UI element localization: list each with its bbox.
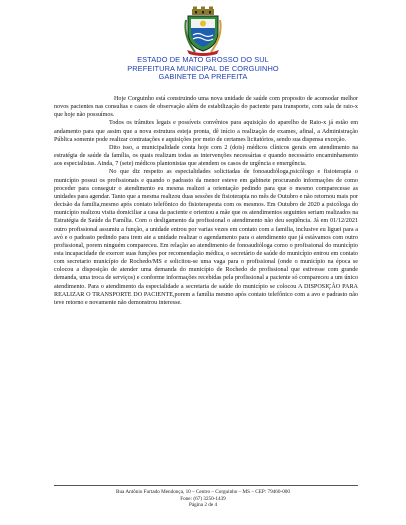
header-state: ESTADO DE MATO GROSSO DO SUL [137, 55, 269, 64]
footer-address: Rua Antônio Furtado Mendonça, 10 – Centro – Corguinho – MS – CEP: 79460-000 [116, 489, 290, 495]
paragraph: Hoje Corguinho está construindo uma nova unidade de saúde com proposito de acomodar melhor novos pacientes nas consultas e casos de observação além de estabilização do paciente para transporte, com sala de raio-x que hoje não possuímos. [54, 96, 358, 119]
header-municipality: PREFEITURA MUNICIPAL DE CORGUINHO [127, 63, 279, 73]
letter-body [54, 95, 358, 307]
paragraph: No que diz respeito as especialidades solicitadas de fonoaudióloga,psicólogo e fisioterapia o município possui os profissionais e quando o padrasto da menor esteve em gabinete procurando informações de como proceder para conseguir o atendimento eu mesma realizei a orientação pedindo para que o mesmo comparecesse as unidades para agendar. Tanto que a mesma realizou duas sessões de fisioterapia no mês de Outubro e não retornou mais por decisão da familia,mesmo após contato telefônico do fisioterapeuta com os mesmos. Em Outubro de 2020 a psicóloga do município realizou visita domiciliar a casa da paciente e orientou a mãe que os atendimentos seguintes seriam realizados na Estratégia de Saúde da Família. Com o desligamento da profissional o atendimento não deu seqüência. Já em 01/12/2021 outro profissional assumiu a função, a unidade entrou por varias vezes em contato com a familia, inclusive eu liguei para a avó e o padrasto pedindo para irem ate a unidade realizar o agendamento para o atendimento que já estávamos com outro profissional, porem ninguém compareceu. Em relação ao atendimento de fonoaudióloga como o profissional do município esta incapacidade de exercer suas funções por recomendação médica, o secretário de saúde do município entrou em contato com secretario município de Rochedo/MS e solicitou-se uma vaga para o profissional (onde o município na época se colocou a disposição de atender uma demanda do município de Rochedo de profissional que estivesse com grande demanda, uma troca de serviços) e conforme informações recebidas pela profissional a paciente só compareceu a um único atendimento. Para o atendimento da especialidade a secretaria de saúde do município se colocou A DISPOSIÇÃO PARA REALIZAR O TRANSPORTE DO PACIENTE,porem a família mesmo após contato telefônico com a avo e padrasto não teve retorno e novamente não demonstrou interesse. [54, 169, 358, 306]
header-office: GABINETE DA PREFEITA [158, 72, 248, 82]
page-number: Página 2 de 4 [188, 502, 218, 509]
paragraph: Todos os trâmites legais e possíveis convênios para aquisição do aparelho de Raio-x já estão em andamento para que assim que a nova estrutura esteja pronta, dê início a realização de exames, afinal, a Administração Pública somente pode realizar contratações e aquisições por meio de certames licitatórios, sendo sua dispensa exceção. [54, 120, 358, 143]
footer-divider [54, 485, 358, 486]
footer-phone: Fone: (67) 3250-1439 [180, 495, 226, 502]
municipal-coat-of-arms-logo [183, 6, 223, 56]
letterhead [0, 56, 406, 82]
paragraph: Dito isso, a municipalidade conta hoje com 2 (dois) médicos clínicos gerais em atendimento na estratégia de saúde da família, os quais realizam todas as intervenções necessárias e quando necessário encaminhamento aos especialistas. Ainda, 7 (sete) médicos plantonistas que atendem os casos de urgência e emergência. [54, 144, 358, 168]
footer [0, 489, 406, 509]
